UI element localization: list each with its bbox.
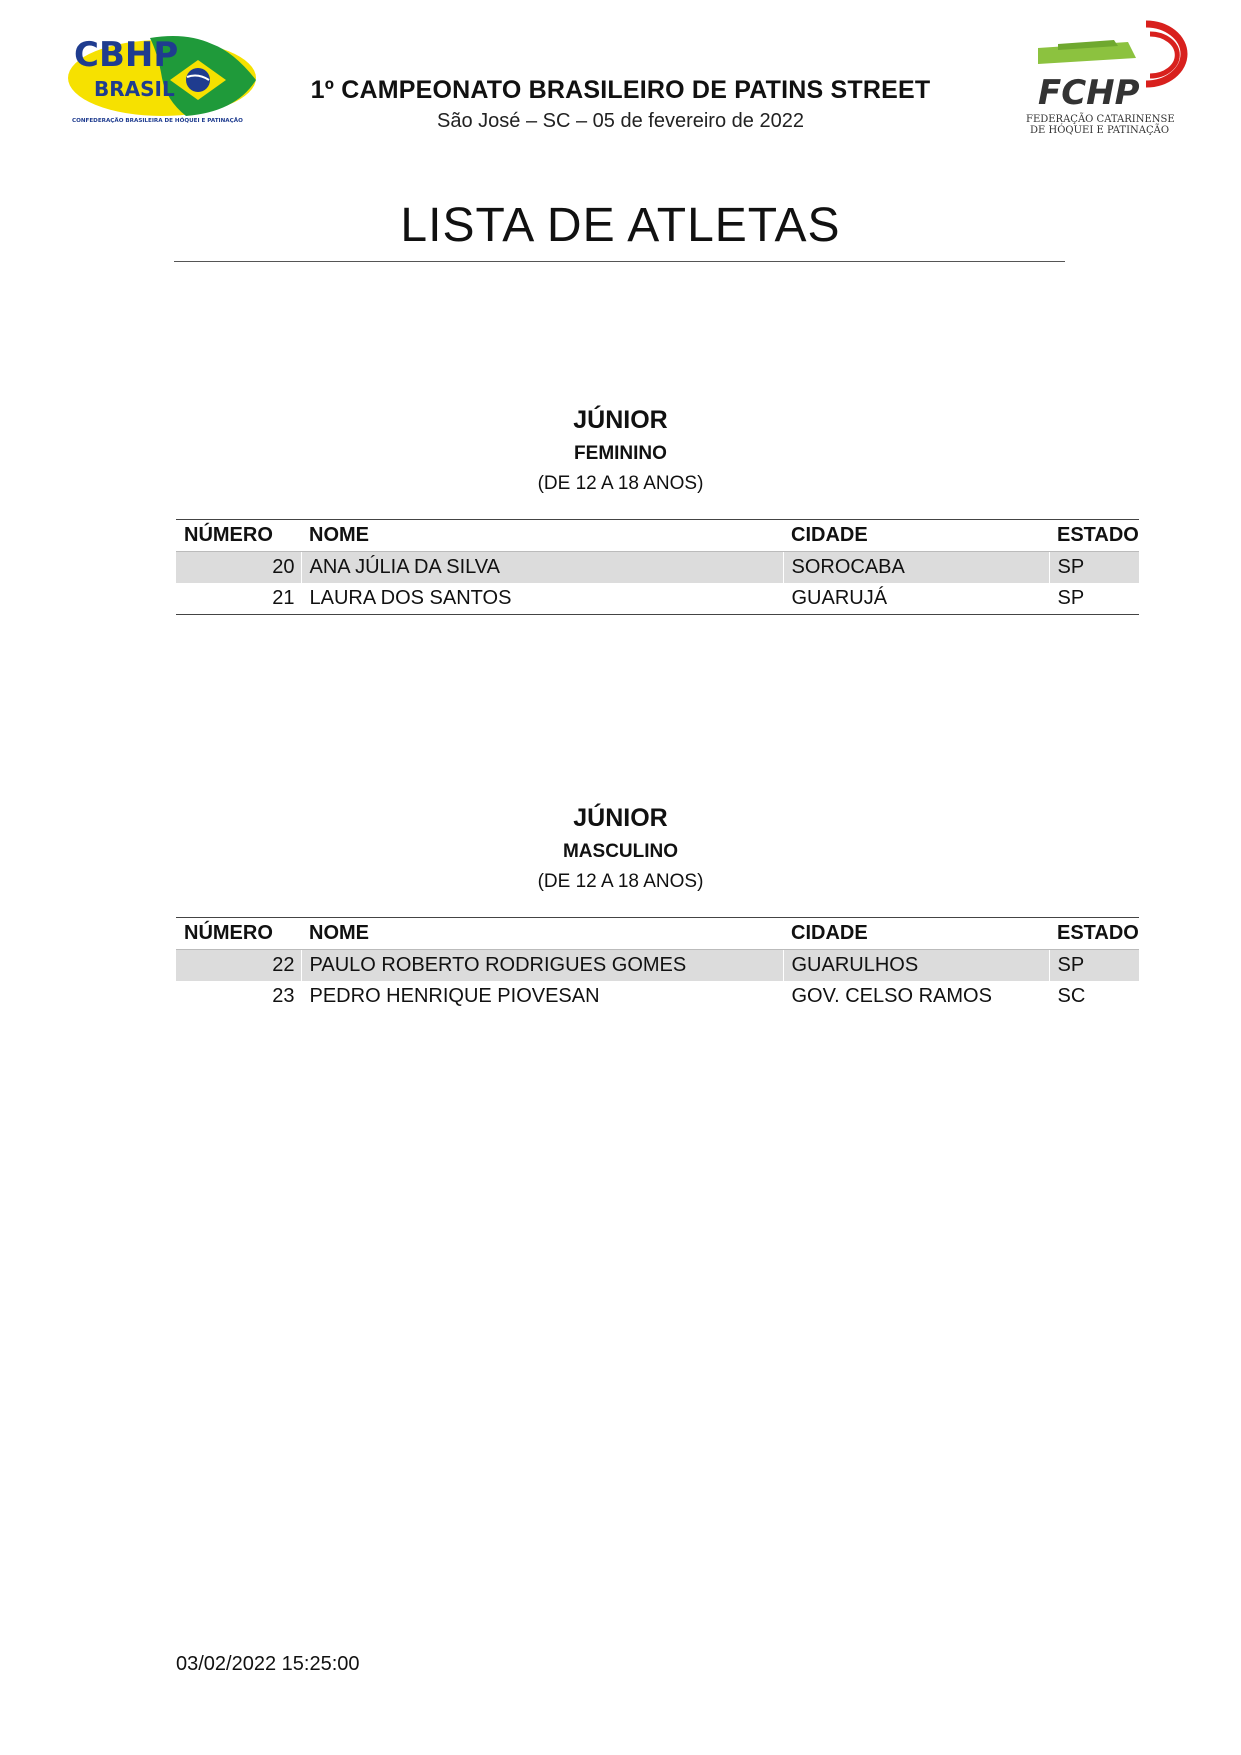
header-numero: NÚMERO <box>176 918 301 950</box>
header-estado: ESTADO <box>1049 520 1139 552</box>
section-gender: MASCULINO <box>562 841 679 862</box>
generated-timestamp: 03/02/2022 15:25:00 <box>176 1653 360 1675</box>
header-cidade: CIDADE <box>783 918 1049 950</box>
cell-numero: 23 <box>272 985 295 1007</box>
table-row <box>176 583 1139 615</box>
table-row <box>176 950 1139 982</box>
cell-numero: 21 <box>176 583 301 615</box>
cell-numero: 20 <box>176 552 301 584</box>
cell-cidade: GOV. CELSO RAMOS <box>783 981 1049 1012</box>
svg-text:DE HÓQUEI E PATINAÇÃO: DE HÓQUEI E PATINAÇÃO <box>1030 125 1170 136</box>
cell-estado: SP <box>1049 552 1139 584</box>
svg-text:CBHP: CBHP <box>74 35 179 75</box>
header-nome: NOME <box>301 520 783 552</box>
title-divider <box>174 261 1065 262</box>
section-gender: FEMININO <box>574 443 667 464</box>
svg-text:FEDERAÇÃO CATARINENSE: FEDERAÇÃO CATARINENSE <box>1026 114 1175 125</box>
table-row <box>176 552 1139 584</box>
athletes-table-masculino <box>176 917 1139 1012</box>
cell-nome: ANA JÚLIA DA SILVA <box>301 552 783 584</box>
table-header-row <box>176 520 1139 552</box>
svg-text:BRASIL: BRASIL <box>94 77 175 101</box>
header-numero: NÚMERO <box>176 520 301 552</box>
cell-estado: SP <box>1049 950 1139 982</box>
cell-estado: SP <box>1049 583 1139 615</box>
section-category-title: JÚNIOR <box>573 406 668 434</box>
championship-title: 1º CAMPEONATO BRASILEIRO DE PATINS STREET <box>310 76 931 104</box>
section-age-range: (DE 12 A 18 ANOS) <box>537 473 704 494</box>
header-estado: ESTADO <box>1049 918 1139 950</box>
header-nome: NOME <box>301 918 783 950</box>
cell-numero: 22 <box>176 950 301 982</box>
cell-nome: LAURA DOS SANTOS <box>301 583 783 615</box>
athletes-table-feminino <box>176 519 1139 615</box>
cell-nome: PAULO ROBERTO RODRIGUES GOMES <box>301 950 783 982</box>
cell-estado: SC <box>1049 981 1139 1012</box>
cell-cidade: GUARULHOS <box>783 950 1049 982</box>
section-age-range: (DE 12 A 18 ANOS) <box>537 871 704 892</box>
document-title: LISTA DE ATLETAS <box>400 199 841 252</box>
event-location-date: São José – SC – 05 de fevereiro de 2022 <box>437 110 804 132</box>
table-row <box>176 981 1139 1012</box>
fchp-logo <box>1018 18 1193 138</box>
header-cidade: CIDADE <box>783 520 1049 552</box>
svg-text:FCHP: FCHP <box>1038 73 1140 113</box>
table-header-row <box>176 918 1139 950</box>
cell-nome: PEDRO HENRIQUE PIOVESAN <box>301 981 783 1012</box>
cell-cidade: SOROCABA <box>783 552 1049 584</box>
section-category-title: JÚNIOR <box>573 804 668 832</box>
cell-cidade: GUARUJÁ <box>783 583 1049 615</box>
svg-text:CONFEDERAÇÃO BRASILEIRA DE HÓQ: CONFEDERAÇÃO BRASILEIRA DE HÓQUEI E PATINAÇÃO <box>72 118 243 124</box>
